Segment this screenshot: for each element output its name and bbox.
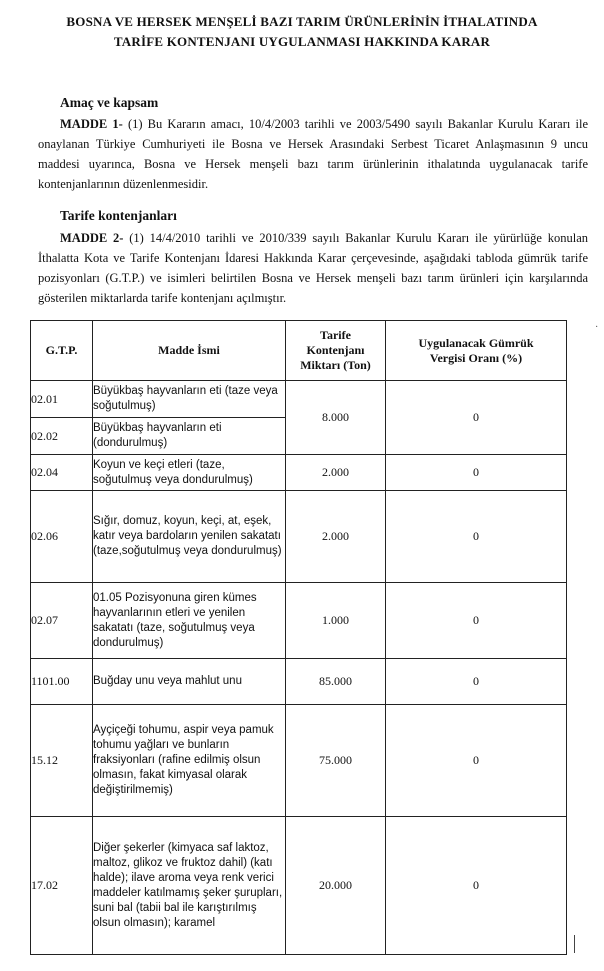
row-quota-amount: 75.000 xyxy=(286,705,386,817)
table-row xyxy=(31,583,567,659)
row-duty-rate: 0 xyxy=(386,659,567,705)
header-item-name: Madde İsmi xyxy=(93,321,286,381)
table-row xyxy=(31,455,567,491)
row-gtp: 02.02 xyxy=(31,418,93,455)
row-duty-rate: 0 xyxy=(386,381,567,455)
header-duty-rate: Uygulanacak Gümrük Vergisi Oranı (%) xyxy=(386,321,567,381)
row-quota-amount: 1.000 xyxy=(286,583,386,659)
row-item-name: Diğer şekerler (kimyaca saf laktoz, maltoz, glikoz ve fruktoz dahil) (katı halde); ilave aroma veya renk verici maddeler katılmamış şeker şurupları, suni bal (tabii bal ile karıştırılmış olsun olmasın); karamel xyxy=(93,817,286,955)
row-quota-amount: 8.000 xyxy=(286,381,386,455)
table-row xyxy=(31,817,567,955)
row-item-name: Büyükbaş hayvanların eti (taze veya soğutulmuş) xyxy=(93,381,286,418)
title-line-2: TARİFE KONTENJANI UYGULANMASI HAKKINDA KARAR xyxy=(113,34,491,49)
row-quota-amount: 2.000 xyxy=(286,491,386,583)
row-gtp: 02.06 xyxy=(31,491,93,583)
table-row xyxy=(31,381,567,418)
row-item-name: Büyükbaş hayvanların eti (dondurulmuş) xyxy=(93,418,286,455)
table-header-row xyxy=(31,321,567,381)
article-2-label: MADDE 2- xyxy=(60,231,124,245)
row-quota-amount: 20.000 xyxy=(286,817,386,955)
row-duty-rate: 0 xyxy=(386,455,567,491)
table-row xyxy=(31,705,567,817)
table-row xyxy=(31,659,567,705)
margin-line xyxy=(574,935,575,953)
document-title xyxy=(20,12,584,52)
row-item-name: Sığır, domuz, koyun, keçi, at, eşek, katır veya bardoların yenilen sakatatı (taze,soğutulmuş veya dondurulmuş) xyxy=(93,491,286,583)
header-gtp: G.T.P. xyxy=(31,321,93,381)
row-duty-rate: 0 xyxy=(386,583,567,659)
row-duty-rate: 0 xyxy=(386,491,567,583)
section-heading-quotas: Tarife kontenjanları xyxy=(60,208,177,223)
article-2-paragraph xyxy=(38,228,588,308)
row-quota-amount: 85.000 xyxy=(286,659,386,705)
article-1-text: (1) Bu Kararın amacı, 10/4/2003 tarihli ve 2003/5490 sayılı Bakanlar Kurulu Kararı ile onaylanan Türkiye Cumhuriyeti ile Bosna ve Hersek Arasındaki Serbest Ticaret Anlaşmasının 9 uncu maddesi uyarınca, Bosna ve Hersek menşeli bazı tarım ürünlerinin ithalatında uygulanacak tarife kontenjanlarının düzenlenmesidir. xyxy=(38,117,588,191)
row-item-name: Ayçiçeği tohumu, aspir veya pamuk tohumu yağları ve bunların fraksiyonları (rafine edilmiş olsun olmasın, fakat kimyasal olarak değiştirilmemiş) xyxy=(93,705,286,817)
margin-mark: · xyxy=(595,322,599,333)
row-gtp: 02.01 xyxy=(31,381,93,418)
table-row xyxy=(31,491,567,583)
row-gtp: 1101.00 xyxy=(31,659,93,705)
row-gtp: 02.07 xyxy=(31,583,93,659)
row-item-name: Koyun ve keçi etleri (taze, soğutulmuş veya dondurulmuş) xyxy=(93,455,286,491)
header-quota-amount: Tarife Kontenjanı Miktarı (Ton) xyxy=(286,321,386,381)
row-duty-rate: 0 xyxy=(386,817,567,955)
article-2-text: (1) 14/4/2010 tarihli ve 2010/339 sayılı Bakanlar Kurulu Kararı ile yürürlüğe konulan İthalatta Kota ve Tarife Kontenjanı İdaresi Hakkında Karar çerçevesinde, aşağıdaki tabloda gümrük tarife pozisyonları (G.T.P.) ve isimleri belirtilen Bosna ve Hersek menşeli bazı tarım ürünleri için karşılarında gösterilen miktarlarda tarife kontenjanı açılmıştır. xyxy=(38,231,588,305)
section-heading-scope: Amaç ve kapsam xyxy=(60,95,159,110)
row-gtp: 15.12 xyxy=(31,705,93,817)
tariff-quota-table xyxy=(30,320,567,955)
row-duty-rate: 0 xyxy=(386,705,567,817)
row-gtp: 17.02 xyxy=(31,817,93,955)
row-item-name: Buğday unu veya mahlut unu xyxy=(93,659,286,705)
article-1-paragraph xyxy=(38,114,588,194)
row-gtp: 02.04 xyxy=(31,455,93,491)
article-1-label: MADDE 1- xyxy=(60,117,123,131)
title-line-1: BOSNA VE HERSEK MENŞELİ BAZI TARIM ÜRÜNLERİNİN İTHALATINDA xyxy=(66,14,538,29)
row-quota-amount: 2.000 xyxy=(286,455,386,491)
row-item-name: 01.05 Pozisyonuna giren kümes hayvanlarının etleri ve yenilen sakatatı (taze, soğutulmuş veya dondurulmuş) xyxy=(93,583,286,659)
